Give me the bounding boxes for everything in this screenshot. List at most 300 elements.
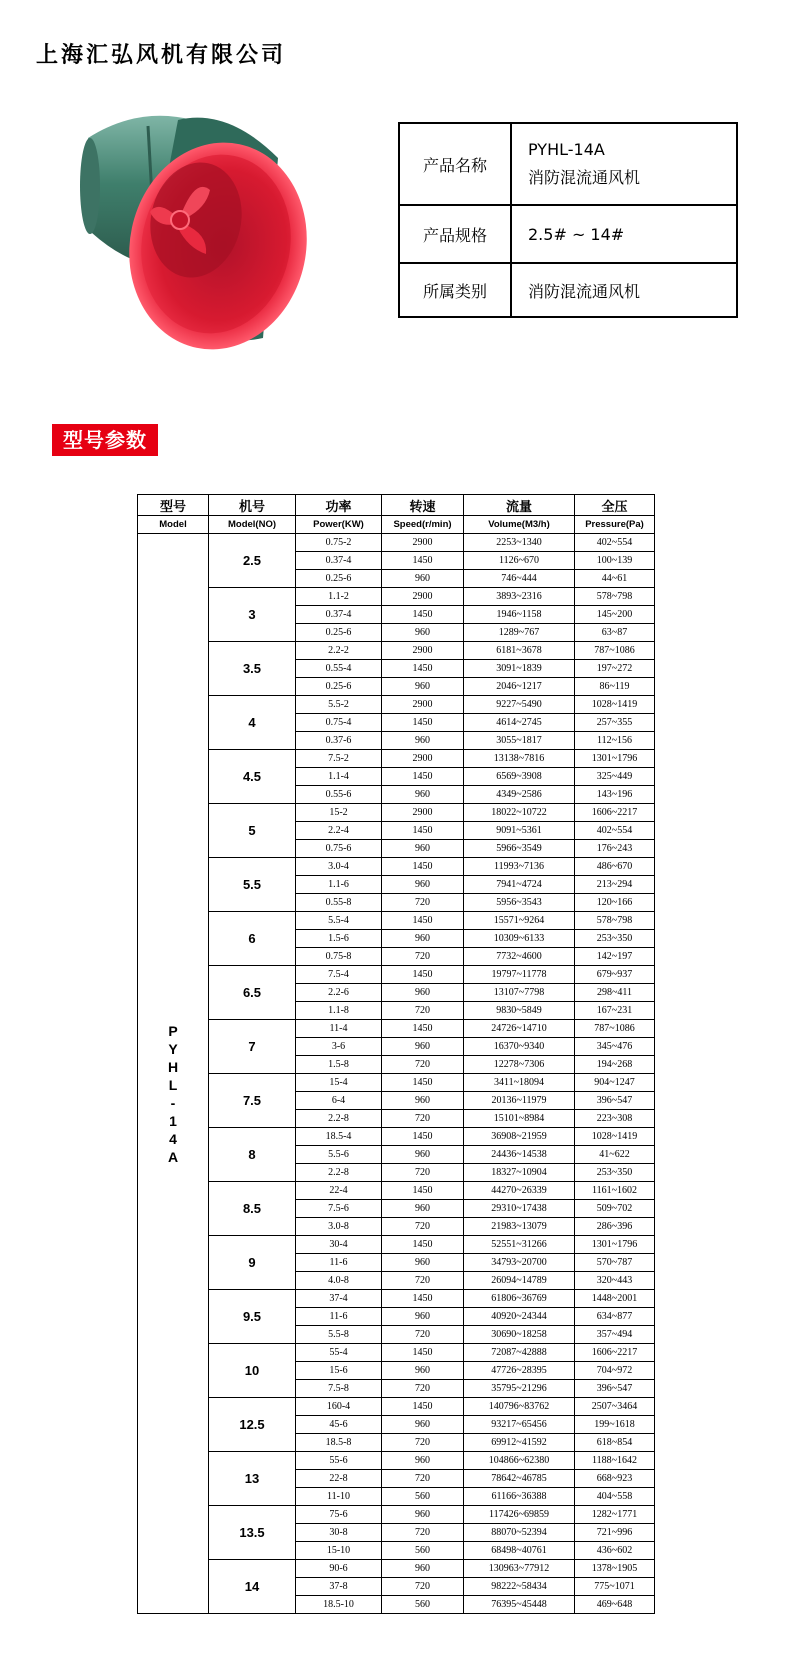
power-cell: 7.5-6: [296, 1200, 382, 1218]
speed-cell: 1450: [382, 1236, 464, 1254]
pressure-cell: 100~139: [575, 552, 655, 570]
pressure-cell: 775~1071: [575, 1578, 655, 1596]
speed-cell: 720: [382, 894, 464, 912]
power-cell: 0.75-8: [296, 948, 382, 966]
power-cell: 0.55-6: [296, 786, 382, 804]
spec-value-category: 消防混流通风机: [511, 263, 737, 317]
speed-cell: 2900: [382, 534, 464, 552]
model-number-cell: 13.5: [209, 1506, 296, 1560]
speed-cell: 1450: [382, 606, 464, 624]
parameter-table-body: [138, 534, 655, 1614]
pressure-cell: 1378~1905: [575, 1560, 655, 1578]
power-cell: 30-8: [296, 1524, 382, 1542]
pressure-cell: 345~476: [575, 1038, 655, 1056]
pressure-cell: 679~937: [575, 966, 655, 984]
volume-cell: 3055~1817: [464, 732, 575, 750]
volume-cell: 16370~9340: [464, 1038, 575, 1056]
volume-cell: 93217~65456: [464, 1416, 575, 1434]
speed-cell: 1450: [382, 552, 464, 570]
type-model-cell: [138, 534, 209, 1614]
volume-cell: 61806~36769: [464, 1290, 575, 1308]
speed-cell: 720: [382, 1110, 464, 1128]
power-cell: 1.5-6: [296, 930, 382, 948]
pressure-cell: 436~602: [575, 1542, 655, 1560]
spec-label-name: 产品名称: [399, 123, 511, 205]
model-number-cell: 10: [209, 1344, 296, 1398]
power-cell: 5.5-4: [296, 912, 382, 930]
model-number-cell: 8.5: [209, 1182, 296, 1236]
power-cell: 3.0-4: [296, 858, 382, 876]
spec-label-category: 所属类别: [399, 263, 511, 317]
volume-cell: 40920~24344: [464, 1308, 575, 1326]
company-name: 上海汇弘风机有限公司: [36, 42, 287, 68]
volume-cell: 88070~52394: [464, 1524, 575, 1542]
volume-cell: 47726~28395: [464, 1362, 575, 1380]
volume-cell: 6569~3908: [464, 768, 575, 786]
pressure-cell: 402~554: [575, 534, 655, 552]
speed-cell: 960: [382, 1092, 464, 1110]
speed-cell: 960: [382, 930, 464, 948]
power-cell: 11-6: [296, 1254, 382, 1272]
speed-cell: 960: [382, 1308, 464, 1326]
power-cell: 22-4: [296, 1182, 382, 1200]
table-row: [138, 1182, 655, 1200]
speed-cell: 560: [382, 1488, 464, 1506]
header-row-en: [138, 516, 655, 534]
model-number-cell: 5: [209, 804, 296, 858]
volume-cell: 69912~41592: [464, 1434, 575, 1452]
power-cell: 75-6: [296, 1506, 382, 1524]
table-row: [138, 1506, 655, 1524]
power-cell: 0.55-8: [296, 894, 382, 912]
pressure-cell: 1161~1602: [575, 1182, 655, 1200]
pressure-cell: 199~1618: [575, 1416, 655, 1434]
model-number-cell: 6.5: [209, 966, 296, 1020]
speed-cell: 720: [382, 1272, 464, 1290]
volume-cell: 24436~14538: [464, 1146, 575, 1164]
power-cell: 5.5-2: [296, 696, 382, 714]
volume-cell: 72087~42888: [464, 1344, 575, 1362]
speed-cell: 1450: [382, 1182, 464, 1200]
power-cell: 7.5-2: [296, 750, 382, 768]
volume-cell: 35795~21296: [464, 1380, 575, 1398]
volume-cell: 36908~21959: [464, 1128, 575, 1146]
table-row: [138, 858, 655, 876]
table-row: [138, 750, 655, 768]
header-row-cn: [138, 495, 655, 516]
power-cell: 2.2-8: [296, 1110, 382, 1128]
header-en-power: Power(KW): [296, 516, 382, 534]
pressure-cell: 145~200: [575, 606, 655, 624]
volume-cell: 29310~17438: [464, 1200, 575, 1218]
power-cell: 2.2-8: [296, 1164, 382, 1182]
pressure-cell: 402~554: [575, 822, 655, 840]
table-row: [138, 534, 655, 552]
volume-cell: 130963~77912: [464, 1560, 575, 1578]
speed-cell: 560: [382, 1542, 464, 1560]
speed-cell: 1450: [382, 1128, 464, 1146]
power-cell: 4.0-8: [296, 1272, 382, 1290]
power-cell: 7.5-4: [296, 966, 382, 984]
power-cell: 22-8: [296, 1470, 382, 1488]
pressure-cell: 396~547: [575, 1380, 655, 1398]
pressure-cell: 1301~1796: [575, 750, 655, 768]
model-number-cell: 12.5: [209, 1398, 296, 1452]
table-row: [138, 966, 655, 984]
volume-cell: 11993~7136: [464, 858, 575, 876]
power-cell: 11-10: [296, 1488, 382, 1506]
table-row: [138, 912, 655, 930]
power-cell: 37-4: [296, 1290, 382, 1308]
pressure-cell: 469~648: [575, 1596, 655, 1614]
speed-cell: 720: [382, 1326, 464, 1344]
speed-cell: 960: [382, 1362, 464, 1380]
speed-cell: 1450: [382, 768, 464, 786]
power-cell: 3-6: [296, 1038, 382, 1056]
speed-cell: 960: [382, 1146, 464, 1164]
speed-cell: 720: [382, 1380, 464, 1398]
pressure-cell: 404~558: [575, 1488, 655, 1506]
volume-cell: 15571~9264: [464, 912, 575, 930]
speed-cell: 960: [382, 984, 464, 1002]
speed-cell: 720: [382, 1164, 464, 1182]
volume-cell: 5966~3549: [464, 840, 575, 858]
speed-cell: 560: [382, 1596, 464, 1614]
pressure-cell: 1301~1796: [575, 1236, 655, 1254]
model-number-cell: 13: [209, 1452, 296, 1506]
power-cell: 0.25-6: [296, 624, 382, 642]
parameter-table: [137, 494, 655, 1614]
pressure-cell: 142~197: [575, 948, 655, 966]
pressure-cell: 253~350: [575, 1164, 655, 1182]
model-number-cell: 7.5: [209, 1074, 296, 1128]
volume-cell: 18327~10904: [464, 1164, 575, 1182]
header-cn-volume: 流量: [464, 495, 575, 516]
volume-cell: 3411~18094: [464, 1074, 575, 1092]
pressure-cell: 2507~3464: [575, 1398, 655, 1416]
volume-cell: 18022~10722: [464, 804, 575, 822]
pressure-cell: 1606~2217: [575, 1344, 655, 1362]
speed-cell: 720: [382, 1434, 464, 1452]
speed-cell: 960: [382, 624, 464, 642]
pressure-cell: 618~854: [575, 1434, 655, 1452]
pressure-cell: 570~787: [575, 1254, 655, 1272]
pressure-cell: 578~798: [575, 912, 655, 930]
pressure-cell: 286~396: [575, 1218, 655, 1236]
fan-product-image: [78, 108, 308, 353]
speed-cell: 960: [382, 1560, 464, 1578]
table-row: [138, 804, 655, 822]
power-cell: 0.75-6: [296, 840, 382, 858]
power-cell: 0.37-4: [296, 606, 382, 624]
spec-row-name: [399, 123, 737, 205]
pressure-cell: 86~119: [575, 678, 655, 696]
power-cell: 11-6: [296, 1308, 382, 1326]
pressure-cell: 396~547: [575, 1092, 655, 1110]
volume-cell: 1289~767: [464, 624, 575, 642]
volume-cell: 20136~11979: [464, 1092, 575, 1110]
header-cn-power: 功率: [296, 495, 382, 516]
power-cell: 15-4: [296, 1074, 382, 1092]
pressure-cell: 44~61: [575, 570, 655, 588]
volume-cell: 9227~5490: [464, 696, 575, 714]
volume-cell: 44270~26339: [464, 1182, 575, 1200]
power-cell: 2.2-4: [296, 822, 382, 840]
speed-cell: 1450: [382, 966, 464, 984]
speed-cell: 1450: [382, 1290, 464, 1308]
speed-cell: 720: [382, 1524, 464, 1542]
table-row: [138, 642, 655, 660]
section-title: 型号参数: [52, 424, 158, 456]
pressure-cell: 704~972: [575, 1362, 655, 1380]
volume-cell: 4614~2745: [464, 714, 575, 732]
pressure-cell: 257~355: [575, 714, 655, 732]
volume-cell: 10309~6133: [464, 930, 575, 948]
speed-cell: 1450: [382, 660, 464, 678]
header-en-model: Model(NO): [209, 516, 296, 534]
power-cell: 1.1-6: [296, 876, 382, 894]
speed-cell: 960: [382, 786, 464, 804]
table-row: [138, 1398, 655, 1416]
power-cell: 0.25-6: [296, 570, 382, 588]
pressure-cell: 1282~1771: [575, 1506, 655, 1524]
power-cell: 1.1-2: [296, 588, 382, 606]
spec-row-size: [399, 205, 737, 263]
pressure-cell: 578~798: [575, 588, 655, 606]
pressure-cell: 41~622: [575, 1146, 655, 1164]
volume-cell: 68498~40761: [464, 1542, 575, 1560]
volume-cell: 9091~5361: [464, 822, 575, 840]
header-cn-model: 机号: [209, 495, 296, 516]
model-number-cell: 3.5: [209, 642, 296, 696]
speed-cell: 1450: [382, 822, 464, 840]
speed-cell: 960: [382, 840, 464, 858]
pressure-cell: 509~702: [575, 1200, 655, 1218]
pressure-cell: 787~1086: [575, 1020, 655, 1038]
header-en-speed: Speed(r/min): [382, 516, 464, 534]
pressure-cell: 298~411: [575, 984, 655, 1002]
power-cell: 1.5-8: [296, 1056, 382, 1074]
volume-cell: 3893~2316: [464, 588, 575, 606]
speed-cell: 1450: [382, 1344, 464, 1362]
pressure-cell: 668~923: [575, 1470, 655, 1488]
volume-cell: 78642~46785: [464, 1470, 575, 1488]
pressure-cell: 486~670: [575, 858, 655, 876]
speed-cell: 720: [382, 948, 464, 966]
speed-cell: 720: [382, 1470, 464, 1488]
volume-cell: 21983~13079: [464, 1218, 575, 1236]
power-cell: 0.25-6: [296, 678, 382, 696]
pressure-cell: 167~231: [575, 1002, 655, 1020]
speed-cell: 960: [382, 1452, 464, 1470]
power-cell: 0.75-2: [296, 534, 382, 552]
volume-cell: 1126~670: [464, 552, 575, 570]
speed-cell: 1450: [382, 1398, 464, 1416]
power-cell: 18.5-8: [296, 1434, 382, 1452]
power-cell: 160-4: [296, 1398, 382, 1416]
pressure-cell: 112~156: [575, 732, 655, 750]
volume-cell: 76395~45448: [464, 1596, 575, 1614]
speed-cell: 720: [382, 1578, 464, 1596]
volume-cell: 7732~4600: [464, 948, 575, 966]
volume-cell: 61166~36388: [464, 1488, 575, 1506]
power-cell: 2.2-6: [296, 984, 382, 1002]
pressure-cell: 1448~2001: [575, 1290, 655, 1308]
pressure-cell: 1028~1419: [575, 1128, 655, 1146]
speed-cell: 960: [382, 1254, 464, 1272]
model-number-cell: 14: [209, 1560, 296, 1614]
header-cn-type: 型号: [138, 495, 209, 516]
power-cell: 15-10: [296, 1542, 382, 1560]
pressure-cell: 1188~1642: [575, 1452, 655, 1470]
table-row: [138, 1344, 655, 1362]
spec-label-size: 产品规格: [399, 205, 511, 263]
volume-cell: 9830~5849: [464, 1002, 575, 1020]
power-cell: 18.5-10: [296, 1596, 382, 1614]
volume-cell: 26094~14789: [464, 1272, 575, 1290]
volume-cell: 117426~69859: [464, 1506, 575, 1524]
speed-cell: 960: [382, 678, 464, 696]
pressure-cell: 904~1247: [575, 1074, 655, 1092]
speed-cell: 1450: [382, 858, 464, 876]
pressure-cell: 721~996: [575, 1524, 655, 1542]
pressure-cell: 120~166: [575, 894, 655, 912]
speed-cell: 960: [382, 1506, 464, 1524]
speed-cell: 2900: [382, 588, 464, 606]
speed-cell: 960: [382, 570, 464, 588]
power-cell: 90-6: [296, 1560, 382, 1578]
speed-cell: 960: [382, 1038, 464, 1056]
speed-cell: 960: [382, 732, 464, 750]
speed-cell: 720: [382, 1218, 464, 1236]
pressure-cell: 223~308: [575, 1110, 655, 1128]
table-row: [138, 1452, 655, 1470]
model-number-cell: 2.5: [209, 534, 296, 588]
power-cell: 0.75-4: [296, 714, 382, 732]
model-number-cell: 8: [209, 1128, 296, 1182]
table-row: [138, 588, 655, 606]
spec-value-size: 2.5# ~ 14#: [511, 205, 737, 263]
speed-cell: 1450: [382, 912, 464, 930]
model-number-cell: 3: [209, 588, 296, 642]
power-cell: 30-4: [296, 1236, 382, 1254]
speed-cell: 1450: [382, 1020, 464, 1038]
header-en-pressure: Pressure(Pa): [575, 516, 655, 534]
model-number-cell: 9: [209, 1236, 296, 1290]
volume-cell: 52551~31266: [464, 1236, 575, 1254]
table-row: [138, 1290, 655, 1308]
power-cell: 45-6: [296, 1416, 382, 1434]
volume-cell: 3091~1839: [464, 660, 575, 678]
model-number-cell: 4.5: [209, 750, 296, 804]
spec-value-name: [511, 123, 737, 205]
power-cell: 1.1-8: [296, 1002, 382, 1020]
volume-cell: 13138~7816: [464, 750, 575, 768]
power-cell: 1.1-4: [296, 768, 382, 786]
volume-cell: 98222~58434: [464, 1578, 575, 1596]
pressure-cell: 357~494: [575, 1326, 655, 1344]
speed-cell: 720: [382, 1056, 464, 1074]
speed-cell: 720: [382, 1002, 464, 1020]
pressure-cell: 325~449: [575, 768, 655, 786]
volume-cell: 746~444: [464, 570, 575, 588]
speed-cell: 1450: [382, 714, 464, 732]
pressure-cell: 1606~2217: [575, 804, 655, 822]
power-cell: 55-6: [296, 1452, 382, 1470]
pressure-cell: 320~443: [575, 1272, 655, 1290]
speed-cell: 2900: [382, 750, 464, 768]
model-number-cell: 6: [209, 912, 296, 966]
model-number-cell: 7: [209, 1020, 296, 1074]
volume-cell: 1946~1158: [464, 606, 575, 624]
volume-cell: 19797~11778: [464, 966, 575, 984]
speed-cell: 960: [382, 876, 464, 894]
power-cell: 5.5-6: [296, 1146, 382, 1164]
volume-cell: 5956~3543: [464, 894, 575, 912]
volume-cell: 2253~1340: [464, 534, 575, 552]
volume-cell: 30690~18258: [464, 1326, 575, 1344]
power-cell: 5.5-8: [296, 1326, 382, 1344]
power-cell: 3.0-8: [296, 1218, 382, 1236]
power-cell: 0.37-6: [296, 732, 382, 750]
pressure-cell: 197~272: [575, 660, 655, 678]
pressure-cell: 194~268: [575, 1056, 655, 1074]
power-cell: 0.55-4: [296, 660, 382, 678]
pressure-cell: 63~87: [575, 624, 655, 642]
volume-cell: 140796~83762: [464, 1398, 575, 1416]
header-en-volume: Volume(M3/h): [464, 516, 575, 534]
pressure-cell: 253~350: [575, 930, 655, 948]
speed-cell: 2900: [382, 804, 464, 822]
model-number-cell: 5.5: [209, 858, 296, 912]
table-row: [138, 1560, 655, 1578]
volume-cell: 7941~4724: [464, 876, 575, 894]
power-cell: 15-2: [296, 804, 382, 822]
volume-cell: 6181~3678: [464, 642, 575, 660]
volume-cell: 13107~7798: [464, 984, 575, 1002]
model-number-cell: 4: [209, 696, 296, 750]
volume-cell: 104866~62380: [464, 1452, 575, 1470]
power-cell: 15-6: [296, 1362, 382, 1380]
pressure-cell: 634~877: [575, 1308, 655, 1326]
type-model-label: PYHL-14A: [167, 1022, 179, 1165]
power-cell: 2.2-2: [296, 642, 382, 660]
speed-cell: 960: [382, 1416, 464, 1434]
spec-row-category: [399, 263, 737, 317]
volume-cell: 4349~2586: [464, 786, 575, 804]
volume-cell: 24726~14710: [464, 1020, 575, 1038]
power-cell: 7.5-8: [296, 1380, 382, 1398]
model-number-cell: 9.5: [209, 1290, 296, 1344]
table-row: [138, 1020, 655, 1038]
power-cell: 0.37-4: [296, 552, 382, 570]
volume-cell: 12278~7306: [464, 1056, 575, 1074]
header-en-type: Model: [138, 516, 209, 534]
power-cell: 11-4: [296, 1020, 382, 1038]
speed-cell: 2900: [382, 642, 464, 660]
spec-value-name-cn: 消防混流通风机: [528, 168, 641, 187]
volume-cell: 15101~8984: [464, 1110, 575, 1128]
product-spec-table: [398, 122, 738, 318]
pressure-cell: 1028~1419: [575, 696, 655, 714]
table-row: [138, 1074, 655, 1092]
pressure-cell: 213~294: [575, 876, 655, 894]
power-cell: 6-4: [296, 1092, 382, 1110]
speed-cell: 1450: [382, 1074, 464, 1092]
table-row: [138, 1236, 655, 1254]
pressure-cell: 176~243: [575, 840, 655, 858]
power-cell: 55-4: [296, 1344, 382, 1362]
